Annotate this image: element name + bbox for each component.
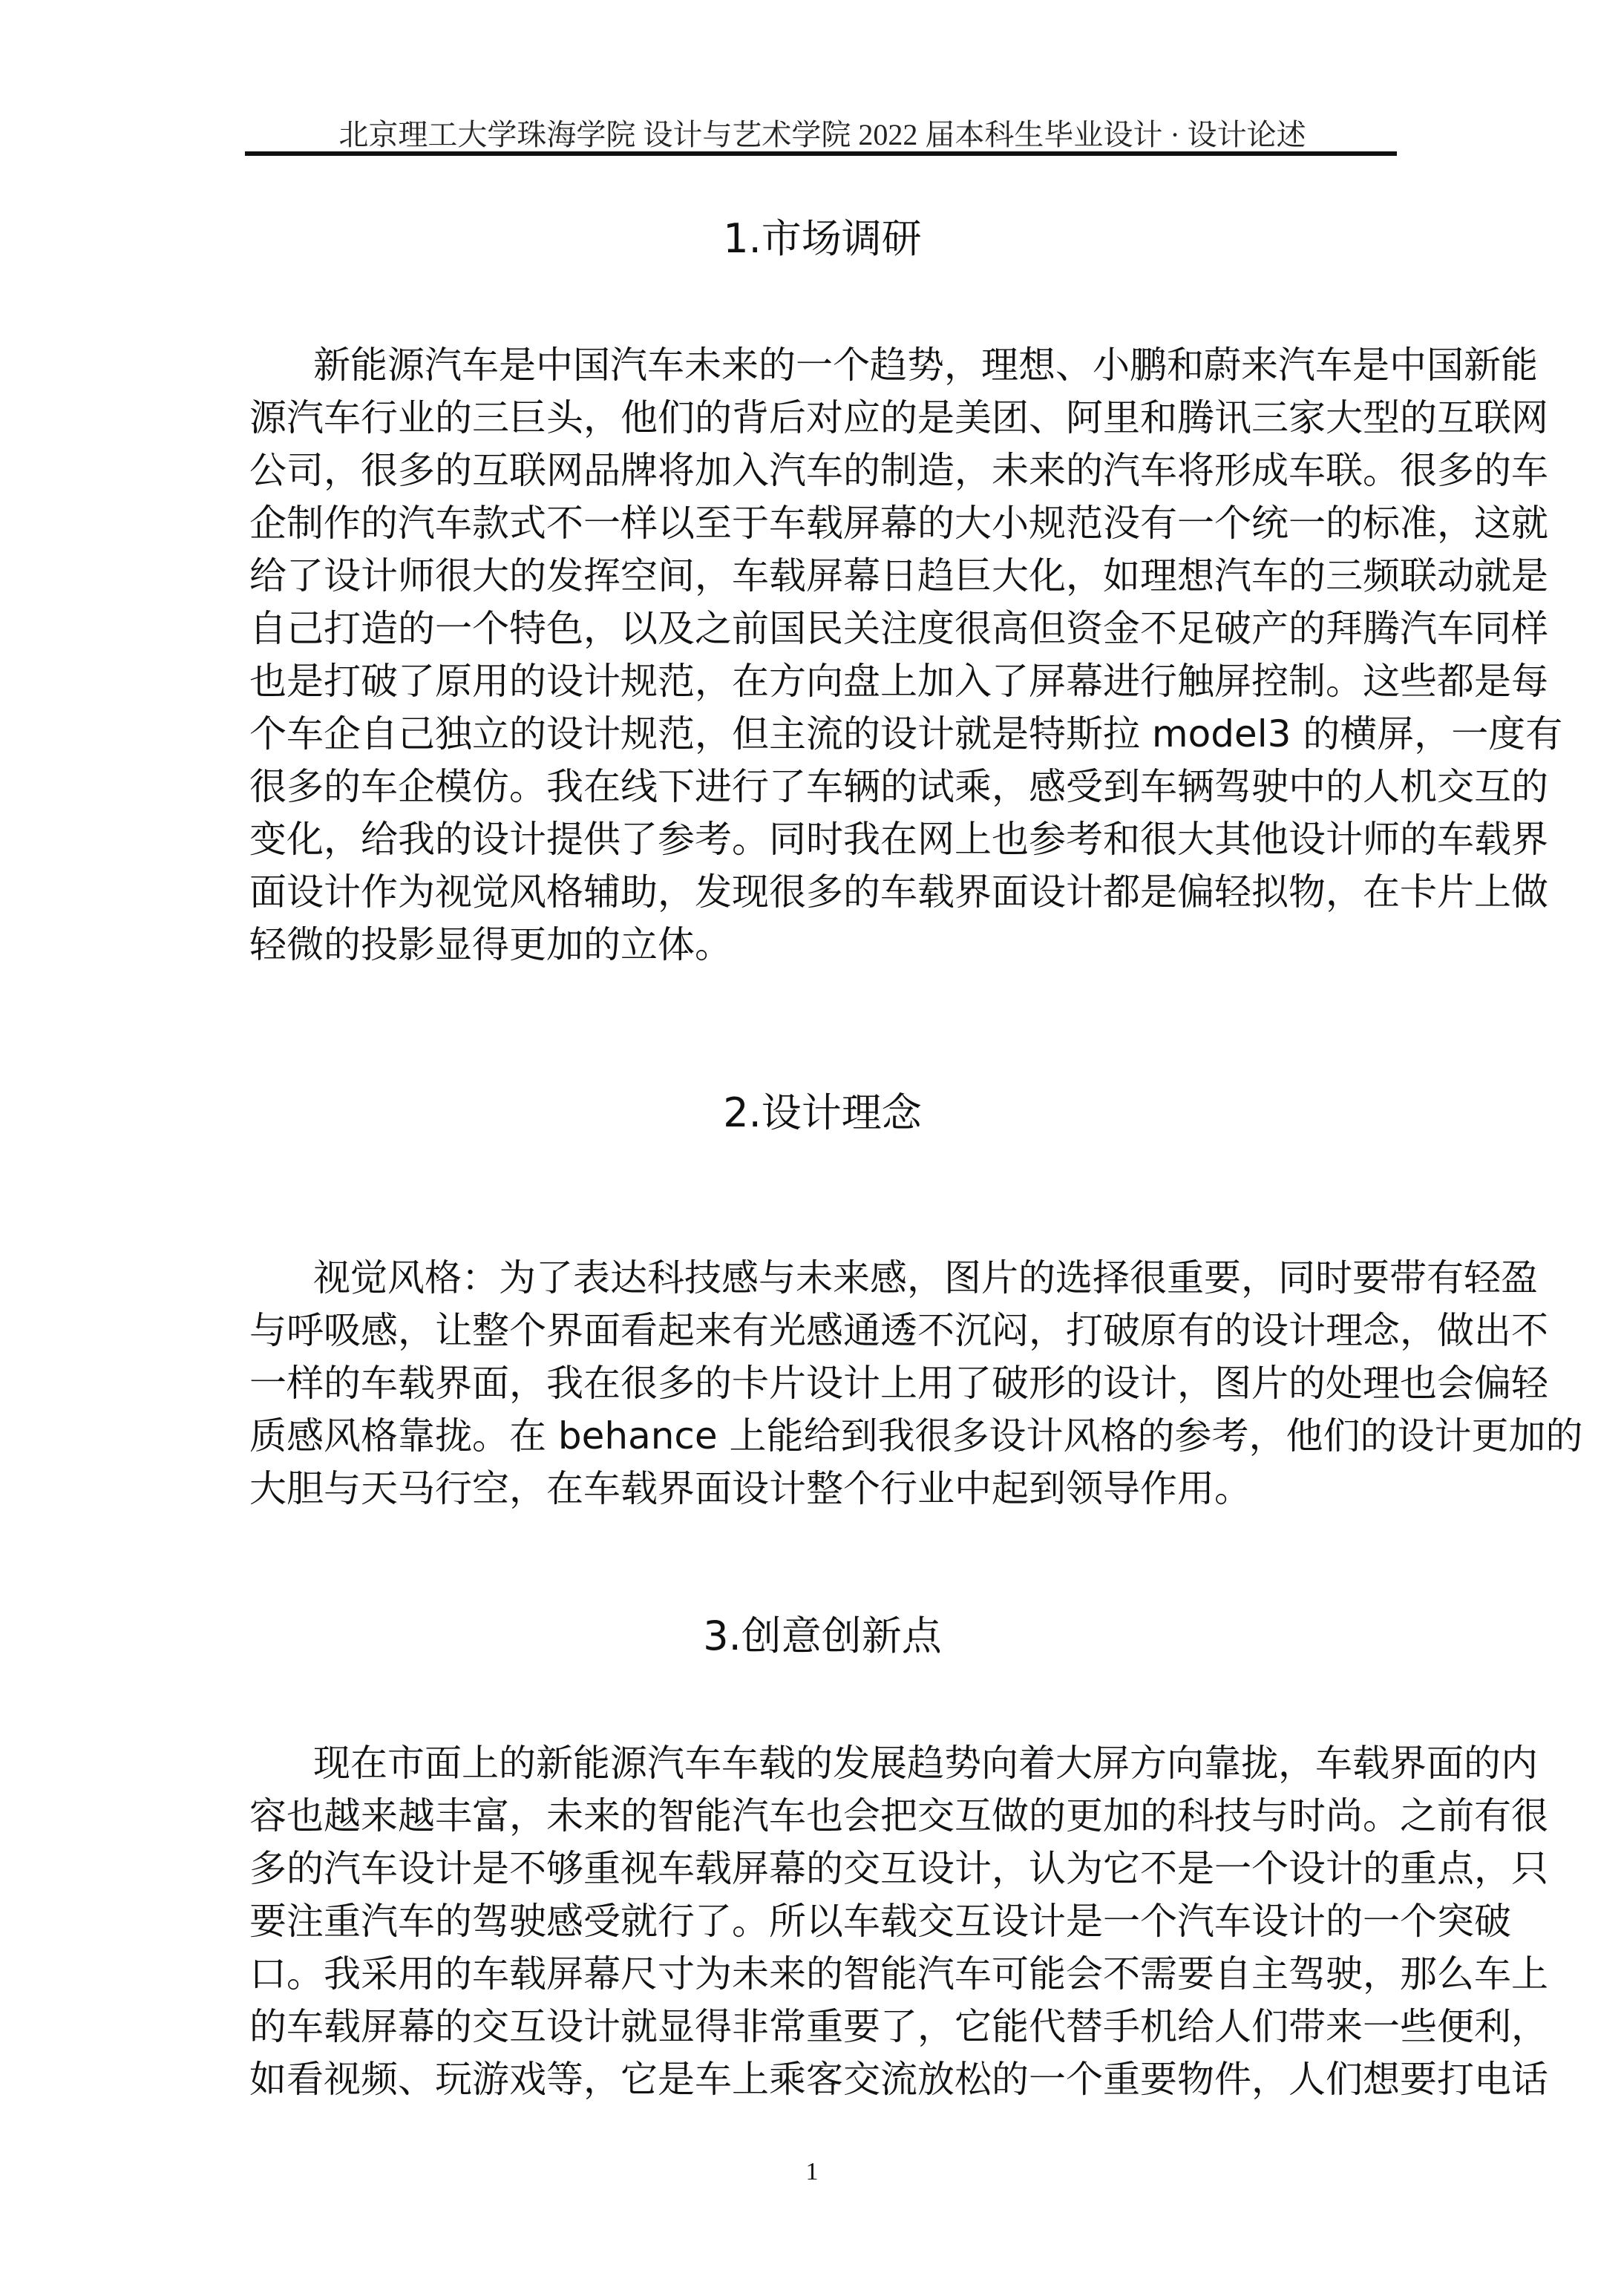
text-line: 变化，给我的设计提供了参考。同时我在网上也参考和很大其他设计师的车载界: [249, 818, 1548, 861]
text-line: 如看视频、玩游戏等，它是车上乘客交流放松的一个重要物件，人们想要打电话: [249, 2058, 1548, 2101]
text-line: 面设计作为视觉风格辅助，发现很多的车载界面设计都是偏轻拟物，在卡片上做: [249, 870, 1548, 914]
text-line: 与呼吸感，让整个界面看起来有光感通透不沉闷，打破原有的设计理念，做出不: [249, 1309, 1548, 1352]
running-header: 北京理工大学珠海学院 设计与艺术学院 2022 届本科生毕业设计 · 设计论述: [338, 119, 1306, 151]
paragraph-innovation: [249, 1737, 1548, 2106]
text-line: 的车载屏幕的交互设计就显得非常重要了，它能代替手机给人们带来一些便利，: [249, 2005, 1548, 2048]
text-line: 新能源汽车是中国汽车未来的一个趋势，理想、小鹏和蔚来汽车是中国新能: [313, 344, 1538, 387]
text-line: 一样的车载界面，我在很多的卡片设计上用了破形的设计，图片的处理也会偏轻: [249, 1362, 1548, 1405]
text-line: 自己打造的一个特色，以及之前国民关注度很高但资金不足破产的拜腾汽车同样: [249, 607, 1548, 650]
text-line: 公司，很多的互联网品牌将加入汽车的制造，未来的汽车将形成车联。很多的车: [249, 449, 1548, 492]
text-line: 多的汽车设计是不够重视车载屏幕的交互设计，认为它不是一个设计的重点，只: [249, 1847, 1548, 1890]
text-line: 要注重汽车的驾驶感受就行了。所以车载交互设计是一个汽车设计的一个突破: [249, 1900, 1511, 1943]
paragraph-market-research: [249, 339, 1563, 971]
section-title-market-research: 1.市场调研: [723, 215, 922, 262]
text-line: 容也越来越丰富，未来的智能汽车也会把交互做的更加的科技与时尚。之前有很: [249, 1794, 1548, 1837]
text-line: 现在市面上的新能源汽车车载的发展趋势向着大屏方向靠拢，车载界面的内: [313, 1742, 1538, 1785]
text-line: 轻微的投影显得更加的立体。: [249, 923, 732, 966]
text-line: 大胆与天马行空，在车载界面设计整个行业中起到领导作用。: [249, 1467, 1251, 1510]
text-line: 口。我采用的车载屏幕尺寸为未来的智能汽车可能会不需要自主驾驶，那么车上: [249, 1952, 1548, 1995]
text-line: 质感风格靠拢。在 behance 上能给到我很多设计风格的参考，他们的设计更加的: [249, 1414, 1583, 1457]
text-line: 给了设计师很大的发挥空间，车载屏幕日趋巨大化，如理想汽车的三频联动就是: [249, 554, 1548, 597]
text-line: 源汽车行业的三巨头，他们的背后对应的是美团、阿里和腾讯三家大型的互联网: [249, 396, 1548, 439]
section-title-innovation: 3.创意创新点: [703, 1613, 942, 1659]
text-line: 企制作的汽车款式不一样以至于车载屏幕的大小规范没有一个统一的标准，这就: [249, 502, 1548, 545]
page-number: 1: [805, 2158, 819, 2185]
text-line: 视觉风格：为了表达科技感与未来感，图片的选择很重要，同时要带有轻盈: [313, 1256, 1538, 1299]
text-line: 个车企自己独立的设计规范，但主流的设计就是特斯拉 model3 的横屏，一度有: [249, 712, 1563, 755]
header-rule: [245, 151, 1397, 156]
paragraph-design-concept: [249, 1252, 1583, 1515]
section-title-design-concept: 2.设计理念: [723, 1089, 922, 1136]
text-line: 也是打破了原用的设计规范，在方向盘上加入了屏幕进行触屏控制。这些都是每: [249, 660, 1548, 703]
text-line: 很多的车企模仿。我在线下进行了车辆的试乘，感受到车辆驾驶中的人机交互的: [249, 765, 1548, 808]
